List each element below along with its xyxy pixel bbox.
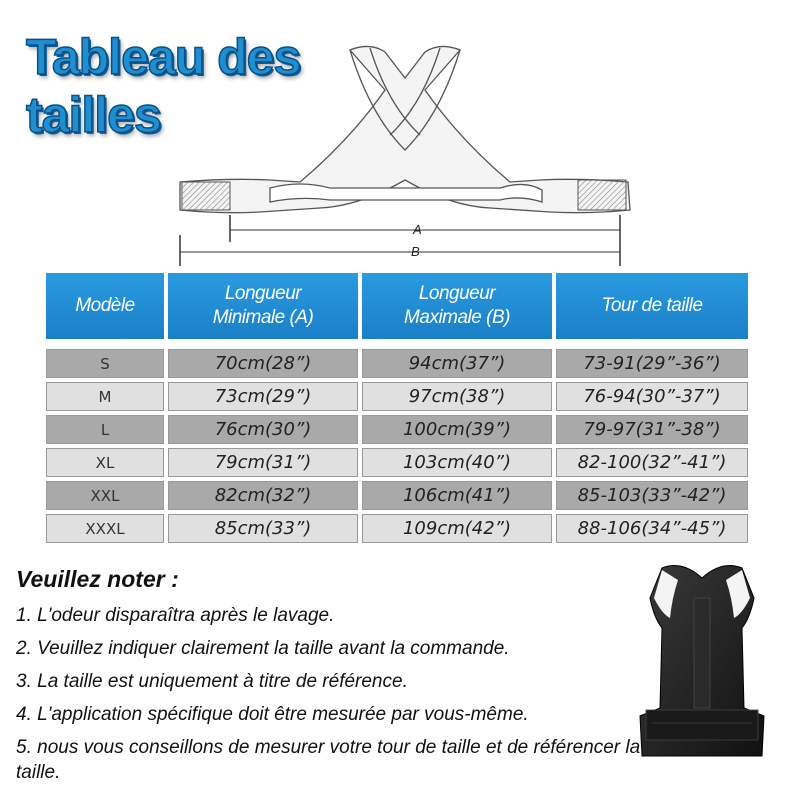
waist-cell: 85-103(33”-42”) bbox=[556, 481, 748, 510]
header-model: Modèle bbox=[46, 273, 164, 339]
header-max-line1: Longueur bbox=[418, 283, 496, 304]
min-length-cell: 73cm(29”) bbox=[168, 382, 358, 411]
size-cell: L bbox=[46, 415, 164, 444]
note-item: 3. La taille est uniquement à titre de référence. bbox=[16, 671, 408, 692]
max-length-cell: 94cm(37”) bbox=[362, 349, 552, 378]
note-item: 2. Veuillez indiquer clairement la taille avant la commande. bbox=[16, 638, 510, 659]
max-length-cell: 100cm(39”) bbox=[362, 415, 552, 444]
brace-measurement-diagram bbox=[170, 30, 640, 270]
table-header-row bbox=[46, 273, 748, 339]
min-length-cell: 79cm(31”) bbox=[168, 448, 358, 477]
header-min-line1: Longueur bbox=[224, 283, 302, 304]
table-row bbox=[46, 349, 748, 378]
table-row bbox=[46, 448, 748, 477]
notes-title: Veuillez noter : bbox=[16, 566, 179, 592]
waist-cell: 73-91(29”-36”) bbox=[556, 349, 748, 378]
header-min-length bbox=[168, 273, 358, 339]
max-length-cell: 97cm(38”) bbox=[362, 382, 552, 411]
table-row bbox=[46, 481, 748, 510]
waist-cell: 76-94(30”-37”) bbox=[556, 382, 748, 411]
size-cell: XXL bbox=[46, 481, 164, 510]
page-title-line2: tailles bbox=[26, 87, 161, 143]
size-cell: M bbox=[46, 382, 164, 411]
waist-cell: 82-100(32”-41”) bbox=[556, 448, 748, 477]
page-title-line1: Tableau des bbox=[26, 29, 301, 85]
table-row bbox=[46, 415, 748, 444]
min-length-cell: 85cm(33”) bbox=[168, 514, 358, 543]
min-length-cell: 70cm(28”) bbox=[168, 349, 358, 378]
max-length-cell: 109cm(42”) bbox=[362, 514, 552, 543]
min-length-cell: 76cm(30”) bbox=[168, 415, 358, 444]
dimension-a-label: A bbox=[413, 222, 422, 237]
notes-section bbox=[16, 566, 656, 793]
table-row bbox=[46, 382, 748, 411]
header-min-line2: Minimale (A) bbox=[212, 307, 314, 328]
max-length-cell: 103cm(40”) bbox=[362, 448, 552, 477]
size-chart-table bbox=[42, 269, 752, 547]
waist-cell: 79-97(31”-38”) bbox=[556, 415, 748, 444]
posture-brace-photo-icon bbox=[632, 558, 772, 768]
max-length-cell: 106cm(41”) bbox=[362, 481, 552, 510]
note-item: 5. nous vous conseillons de mesurer votre tour de taille et de référencer la taille. bbox=[16, 737, 641, 783]
size-cell: S bbox=[46, 349, 164, 378]
header-waist: Tour de taille bbox=[556, 273, 748, 339]
note-item: 1. L'odeur disparaîtra après le lavage. bbox=[16, 605, 335, 626]
note-item: 4. L'application spécifique doit être mesurée par vous-même. bbox=[16, 704, 529, 725]
min-length-cell: 82cm(32”) bbox=[168, 481, 358, 510]
header-max-line2: Maximale (B) bbox=[404, 307, 510, 328]
dimension-b-label: B bbox=[411, 244, 420, 259]
size-cell: XXXL bbox=[46, 514, 164, 543]
table-row bbox=[46, 514, 748, 543]
header-max-length bbox=[362, 273, 552, 339]
size-cell: XL bbox=[46, 448, 164, 477]
waist-cell: 88-106(34”-45”) bbox=[556, 514, 748, 543]
